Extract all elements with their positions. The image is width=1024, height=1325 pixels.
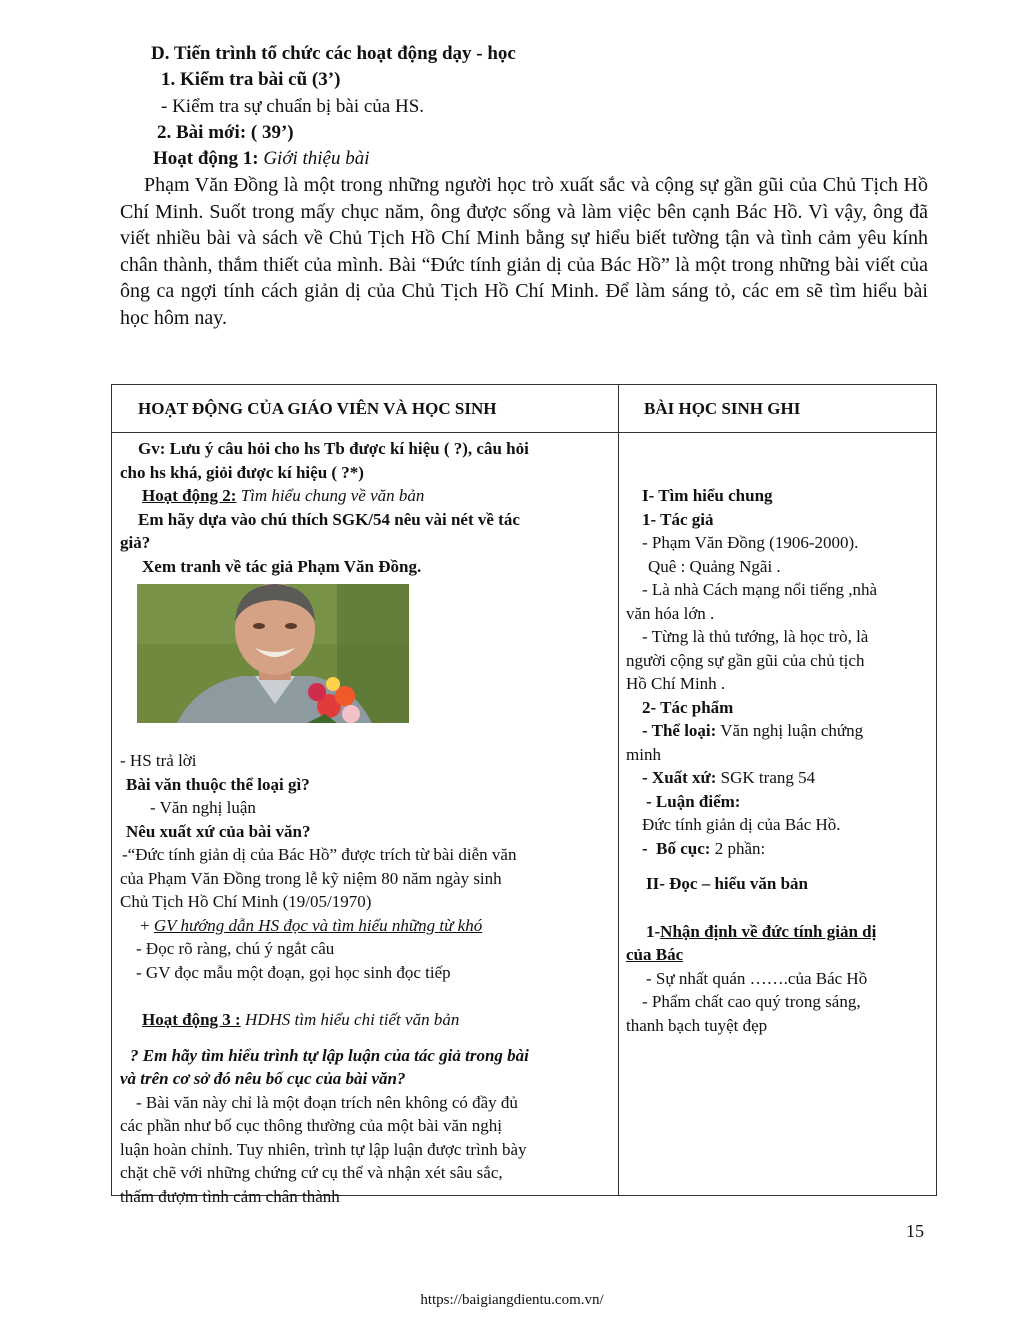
activity3-label: Hoạt động 3 : bbox=[142, 1010, 241, 1029]
author-portrait-drawing bbox=[137, 584, 409, 723]
header-student-notes: BÀI HỌC SINH GHI bbox=[644, 399, 801, 418]
question-author-line-2: giả? bbox=[120, 533, 151, 552]
answer-origin-line-1: -“Đức tính giản dị của Bác Hồ” được trích từ bài diễn văn bbox=[122, 845, 517, 864]
author-name: - Phạm Văn Đồng (1906-2000). bbox=[642, 533, 859, 552]
question-genre: Bài văn thuộc thể loại gì? bbox=[126, 774, 310, 794]
origin-line bbox=[626, 766, 931, 790]
header-teacher-student: HOẠT ĐỘNG CỦA GIÁO VIÊN VÀ HỌC SINH bbox=[138, 399, 497, 418]
check-title: 1. Kiểm tra bài cũ (3’) bbox=[161, 69, 341, 90]
guide-prefix: + bbox=[140, 915, 150, 935]
student-notes-column bbox=[626, 437, 931, 1037]
author-portrait-image bbox=[137, 584, 409, 723]
teacher-activity-column bbox=[120, 437, 612, 1208]
activity3-text: HDHS tìm hiểu chi tiết văn bản bbox=[244, 1010, 460, 1029]
intro-paragraph bbox=[120, 172, 928, 331]
answer-structure-line-1: - Bài văn này chỉ là một đoạn trích nên không có đầy đủ bbox=[136, 1092, 518, 1112]
layout-value: 2 phần: bbox=[714, 838, 766, 858]
column-divider bbox=[618, 385, 619, 1195]
answer-structure-line-2: các phần như bố cục thông thường của một bài văn nghị bbox=[120, 1116, 502, 1135]
point-quality-line-2: thanh bạch tuyệt đẹp bbox=[626, 1015, 768, 1035]
activity3-heading bbox=[120, 1008, 612, 1032]
activity1-label: Hoạt động 1: bbox=[153, 148, 259, 169]
activity1-heading bbox=[153, 146, 370, 172]
author-desc-2-line-1: - Từng là thủ tướng, là học trò, là bbox=[642, 627, 869, 646]
intro-paragraph-text: Phạm Văn Đồng là một trong những người học trò xuất sắc và cộng sự gần gũi của Chủ Tịch Hồ Chí Minh. Suốt trong mấy chục năm, ông được sống và làm việc bên cạnh Bác Hồ. Vì vậy, ông đã viết nhiều bài và sách về Chủ Tịch Hồ Chí Minh bằng sự hiểu biết tường tận và tình cảm yêu kính chân thành, thắm thiết của mình. Bài “Đức tính giản dị của Bác Hồ” là một trong những bài viết của ông ca ngợi tính cách giản dị của Chủ Tịch Hồ Chí Minh. Để làm sáng tỏ, các em sẽ tìm hiểu bài học hôm nay. bbox=[120, 174, 928, 329]
hs-answer: - HS trả lời bbox=[120, 751, 197, 770]
author-desc-1-line-1: - Là nhà Cách mạng nổi tiếng ,nhà bbox=[642, 580, 878, 599]
guide-line bbox=[120, 914, 612, 938]
answer-origin-line-2: của Phạm Văn Đồng trong lễ kỹ niệm 80 năm ngày sinh bbox=[120, 868, 502, 888]
genre-label: - Thể loại: bbox=[642, 721, 717, 740]
activity2-text: Tìm hiểu chung về văn bản bbox=[240, 486, 425, 505]
guide-text: GV hướng dẫn HS đọc và tìm hiểu những từ khó bbox=[153, 915, 483, 935]
origin-value: SGK trang 54 bbox=[720, 768, 816, 787]
answer-genre: - Văn nghị luận bbox=[150, 798, 256, 817]
genre-line bbox=[626, 719, 931, 743]
author-desc-1-line-2: văn hóa lớn . bbox=[626, 603, 715, 623]
answer-structure-line-5: thấm đượm tình cảm chân thành bbox=[120, 1186, 340, 1206]
header-divider bbox=[112, 432, 936, 433]
gv-note-line-1: Gv: Lưu ý câu hỏi cho hs Tb được kí hiệu ( ?), câu hỏi bbox=[138, 439, 529, 458]
question-structure-line-1: ? Em hãy tìm hiểu trình tự lập luận của tác giả trong bài bbox=[130, 1045, 529, 1065]
subsection-title-line-2: của Bác bbox=[626, 945, 684, 964]
section-reading: II- Đọc – hiểu văn bản bbox=[646, 874, 809, 893]
activity2-heading bbox=[120, 484, 612, 508]
genre-continuation: minh bbox=[626, 744, 661, 764]
reading-note-2: - GV đọc mẫu một đoạn, gọi học sinh đọc tiếp bbox=[136, 962, 451, 982]
layout-line: - Bố cục: 2 phần: bbox=[642, 838, 766, 858]
section-author: 1- Tác giả bbox=[642, 509, 714, 529]
lesson-table bbox=[111, 384, 937, 1206]
new-lesson-title: 2. Bài mới: ( 39’) bbox=[157, 122, 294, 143]
layout-label: Bố cục: bbox=[656, 838, 711, 858]
page-number: 15 bbox=[906, 1221, 924, 1241]
answer-structure-line-4: chặt chẽ với những chứng cứ cụ thể và nhận xét sâu sắc, bbox=[120, 1163, 503, 1182]
author-desc-2-line-2: người cộng sự gần gũi của chủ tịch bbox=[626, 650, 865, 670]
section-title: D. Tiến trình tổ chức các hoạt động dạy - học bbox=[151, 43, 516, 64]
portrait-caption: Xem tranh về tác giả Phạm Văn Đồng. bbox=[142, 556, 422, 576]
activity1-text: Giới thiệu bài bbox=[263, 148, 370, 169]
question-origin: Nêu xuất xứ của bài văn? bbox=[126, 821, 311, 841]
thesis-value: Đức tính giản dị của Bác Hồ. bbox=[642, 815, 841, 834]
author-desc-2-line-3: Hồ Chí Minh . bbox=[626, 674, 726, 693]
footer-url[interactable]: https://baigiangdientu.com.vn/ bbox=[420, 1292, 604, 1308]
section-work: 2- Tác phẩm bbox=[642, 697, 734, 717]
thesis-label: - Luận điểm: bbox=[646, 791, 741, 811]
check-item: - Kiểm tra sự chuẩn bị bài của HS. bbox=[161, 96, 425, 117]
answer-origin-line-3: Chủ Tịch Hồ Chí Minh (19/05/1970) bbox=[120, 892, 372, 911]
question-author-line-1: Em hãy dựa vào chú thích SGK/54 nêu vài nét về tác bbox=[138, 509, 520, 529]
genre-value: Văn nghị luận chứng bbox=[720, 721, 864, 740]
point-quality-line-1: - Phẩm chất cao quý trong sáng, bbox=[642, 992, 861, 1011]
point-consistency: - Sự nhất quán …….của Bác Hồ bbox=[646, 968, 868, 988]
author-hometown: Quê : Quảng Ngãi . bbox=[648, 556, 781, 576]
subsection-title-line-1 bbox=[626, 920, 931, 944]
gv-note-line-2: cho hs khá, giỏi được kí hiệu ( ?*) bbox=[120, 462, 364, 482]
question-structure-line-2: và trên cơ sở đó nêu bố cục của bài văn? bbox=[120, 1069, 406, 1088]
answer-structure-line-3: luận hoàn chỉnh. Tuy nhiên, trình tự lập luận được trình bày bbox=[120, 1139, 527, 1159]
activity2-label: Hoạt động 2: bbox=[142, 486, 237, 505]
subsection-title-text: Nhận định về đức tính giản dị bbox=[660, 921, 877, 941]
section-general: I- Tìm hiểu chung bbox=[642, 486, 773, 505]
reading-note-1: - Đọc rõ ràng, chú ý ngắt câu bbox=[136, 939, 335, 958]
origin-label: - Xuất xứ: bbox=[642, 768, 717, 787]
subsection-number: 1- bbox=[646, 921, 661, 941]
